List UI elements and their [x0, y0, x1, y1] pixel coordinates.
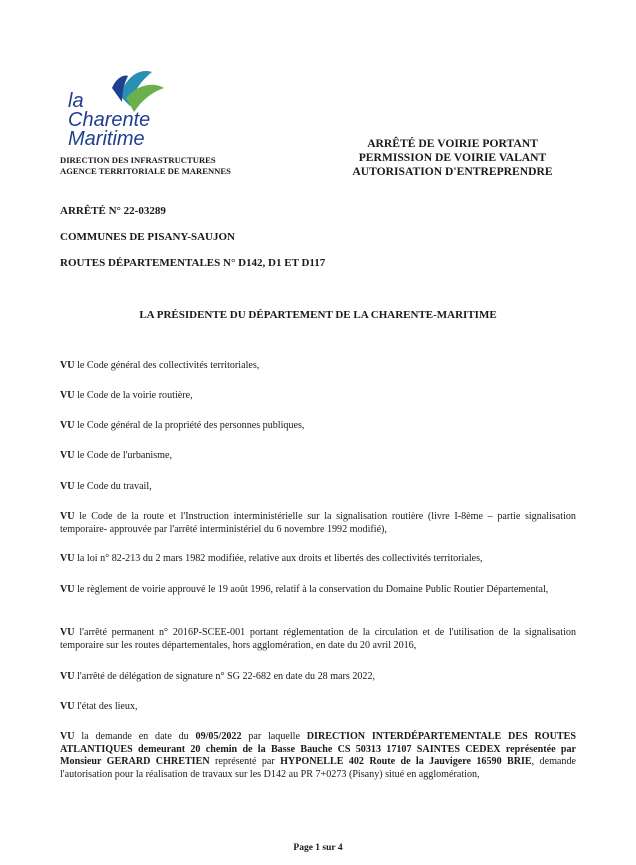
vu-item: [60, 627, 576, 652]
arrete-number: ARRÊTÉ N° 22-03289: [60, 205, 166, 217]
vu-request-date: 09/05/2022: [195, 731, 242, 742]
communes-heading: COMMUNES DE PISANY-SAUJON: [60, 231, 235, 243]
direction-line-1: DIRECTION DES INFRASTRUCTURES: [60, 155, 216, 165]
vu-keyword: VU: [60, 701, 75, 712]
vu-request-text-1: la demande en date du: [81, 731, 196, 742]
vu-text: le Code de la route et l'Instruction interministérielle sur la signalisation routière (livre I-8ème – partie signalisation temporaire- approuvée par l'arrêté interministériel du 6 novembre 1992 modifié),: [60, 511, 576, 535]
vu-request-text-4: , demande l'autorisation pour la réalisation de travaux sur les D142 au PR 7+0273 (Pisany) situé en agglomération,: [60, 756, 576, 780]
president-heading: LA PRÉSIDENTE DU DÉPARTEMENT DE LA CHARENTE-MARITIME: [139, 309, 497, 321]
vu-request-representative: HYPONELLE 402 Route de la Jauvigere 16590 BRIE: [280, 756, 532, 767]
vu-keyword: VU: [60, 731, 75, 742]
vu-keyword: VU: [60, 553, 75, 564]
title-line-3: AUTORISATION D'ENTREPRENDRE: [352, 165, 553, 178]
logo-wordmark: [68, 92, 150, 149]
vu-item: [60, 553, 576, 566]
vu-text: le Code de la voirie routière,: [77, 390, 193, 401]
title-line-2: PERMISSION DE VOIRIE VALANT: [358, 151, 547, 164]
vu-text: le Code général de la propriété des personnes publiques,: [77, 420, 305, 431]
logo-line-2: Charente: [68, 109, 151, 131]
vu-request-text-3: représenté par: [209, 756, 281, 767]
vu-keyword: VU: [60, 360, 75, 371]
document-title: [330, 137, 575, 179]
vu-item: [60, 671, 576, 684]
vu-keyword: VU: [60, 584, 75, 595]
title-line-1: ARRÊTÉ DE VOIRIE PORTANT: [367, 137, 538, 150]
vu-item-request: [60, 731, 576, 781]
vu-keyword: VU: [60, 671, 75, 682]
vu-keyword: VU: [60, 420, 75, 431]
vu-request-text-2: par laquelle: [241, 731, 307, 742]
vu-text: l'arrêté de délégation de signature n° SG 22-682 en date du 28 mars 2022,: [77, 671, 376, 682]
routes-heading: ROUTES DÉPARTEMENTALES N° D142, D1 ET D117: [60, 257, 326, 269]
page-footer: Page 1 sur 4: [293, 843, 343, 853]
vu-text: le règlement de voirie approuvé le 19 août 1996, relatif à la conservation du Domaine Public Routier Départemental,: [77, 584, 549, 595]
vu-text: le Code de l'urbanisme,: [77, 450, 173, 461]
vu-keyword: VU: [60, 511, 75, 522]
direction-line-2: AGENCE TERRITORIALE DE MARENNES: [60, 166, 231, 176]
vu-item: [60, 390, 576, 403]
vu-item: [60, 511, 576, 536]
vu-text: l'état des lieux,: [77, 701, 138, 712]
vu-text: le Code du travail,: [77, 481, 152, 492]
vu-item: [60, 450, 576, 463]
vu-keyword: VU: [60, 627, 75, 638]
vu-item: [60, 360, 576, 373]
vu-text: le Code général des collectivités territoriales,: [77, 360, 260, 371]
vu-item: [60, 584, 576, 597]
vu-keyword: VU: [60, 450, 75, 461]
vu-text: l'arrêté permanent n° 2016P-SCEE-001 portant réglementation de la circulation et de l'utilisation de la signalisation temporaire sur les routes départementales, hors agglomération, en date du 20 avril 2016,: [60, 627, 576, 651]
vu-keyword: VU: [60, 481, 75, 492]
vu-item: [60, 481, 576, 494]
vu-keyword: VU: [60, 390, 75, 401]
logo-line-3: Maritime: [68, 128, 145, 150]
vu-text: la loi n° 82-213 du 2 mars 1982 modifiée, relative aux droits et libertés des collectivités territoriales,: [77, 553, 483, 564]
vu-request-organisation: DIRECTION INTERDÉPARTEMENTALE DES ROUTES ATLANTIQUES demeurant 20 chemin de la Basse Bauche CS 50313 17107 SAINTES CEDEX représentée par Monsieur GERARD CHRETIEN: [60, 731, 576, 767]
vu-item: [60, 701, 576, 714]
department-direction: [60, 155, 231, 177]
logo-line-1: la: [68, 90, 84, 112]
vu-item: [60, 420, 576, 433]
